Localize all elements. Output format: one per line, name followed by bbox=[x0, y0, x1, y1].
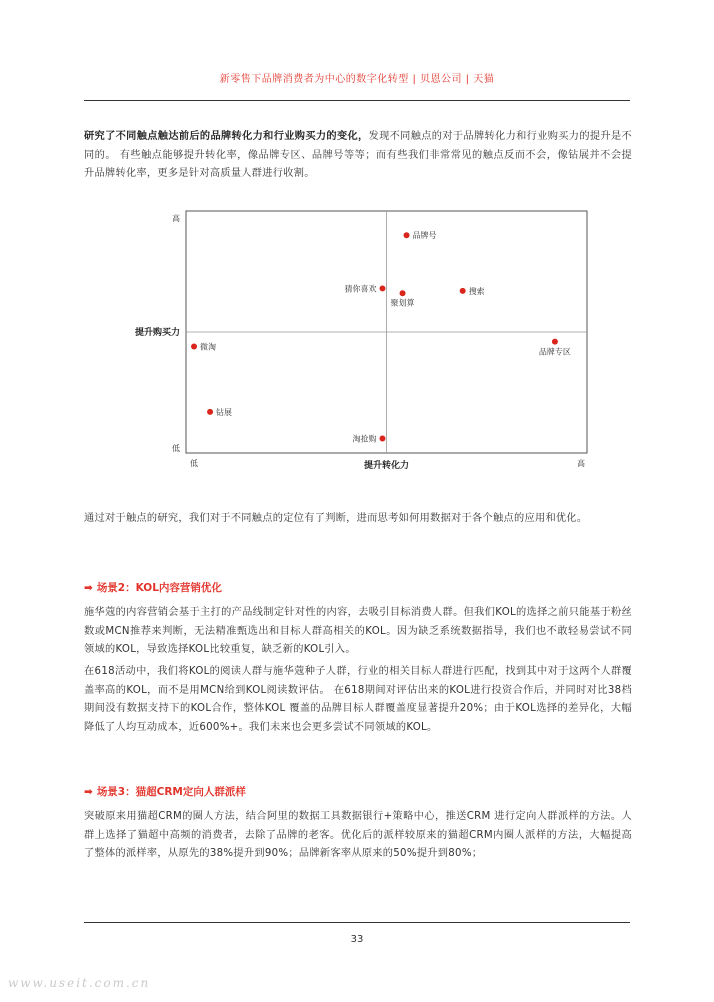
quadrant-chart bbox=[84, 200, 630, 480]
chart-points bbox=[191, 230, 571, 443]
right-arrow-icon: ➡ bbox=[84, 786, 93, 798]
chart-frame bbox=[186, 211, 587, 453]
scene3-paragraph-1: 突破原来用猫超CRM的圈人方法，结合阿里的数据工具数据银行+策略中心，推送CRM 进行定向人群派样的方法。人群上选择了猫超中高频的消费者，去除了品牌的老客。优化后的派样较原来的猫超CRM内圈人派样的方法，大幅提高了整体的派样率，从原先的38%提升到90%；品牌新客率从原来的50%提升到80%； bbox=[84, 811, 632, 859]
page-number: 33 bbox=[350, 934, 364, 945]
footer-rule bbox=[84, 922, 630, 923]
x-axis-high-label: 高 bbox=[577, 459, 585, 468]
paragraph-touchpoints: 通过对于触点的研究，我们对于不同触点的定位有了判断，进而思考如何用数据对于各个触点的应用和优化。 bbox=[84, 513, 588, 524]
x-axis-low-label: 低 bbox=[190, 459, 198, 468]
data-point-label: 搜索 bbox=[468, 286, 485, 296]
running-header: 新零售下品牌消费者为中心的数字化转型 | 贝恩公司 | 天猫 bbox=[219, 74, 495, 85]
scene2-paragraph-2: 在618活动中，我们将KOL的阅读人群与施华蔻种子人群，行业的相关目标人群进行匹配，找到其中对于这两个人群覆盖率高的KOL，而不是用MCN给到KOL阅读数评估。 在618期间对评估出来的KOL进行投资合作后，并同时对比38档期间没有数据支持下的KOL合作，整体KOL 覆盖的品牌目标人群覆盖度显著提升20%；由于KOL选择的差异化，大幅降低了人均互动成本，近600%+。我们未来也会更多尝试不同领域的KOL。 bbox=[84, 666, 632, 733]
data-point bbox=[400, 290, 406, 296]
data-point bbox=[207, 409, 213, 415]
y-axis-high-label: 高 bbox=[172, 214, 180, 223]
data-point-label: 聚划算 bbox=[390, 298, 415, 308]
data-point bbox=[404, 232, 410, 238]
data-point-label: 品牌号 bbox=[412, 231, 437, 241]
right-arrow-icon: ➡ bbox=[84, 582, 93, 594]
intro-bold-lead: 研究了不同触点触达前后的品牌转化力和行业购买力的变化， bbox=[84, 131, 369, 142]
data-point bbox=[460, 288, 466, 294]
scene3-heading-text: 场景3：猫超CRM定向人群派样 bbox=[96, 786, 246, 798]
data-point bbox=[379, 435, 385, 441]
x-axis-title: 提升转化力 bbox=[363, 461, 410, 471]
scene2-heading-text: 场景2：KOL内容营销优化 bbox=[96, 582, 222, 594]
data-point bbox=[379, 285, 385, 291]
scene2-paragraph-1: 施华蔻的内容营销会基于主打的产品线制定针对性的内容，去吸引目标消费人群。但我们KOL的选择之前只能基于粉丝数或MCN推荐来判断，无法精准甄选出和目标人群高相关的KOL。因为缺乏系统数据指导，我们也不敢轻易尝试不同领域的KOL，导致选择KOL比较重复，缺乏新的KOL引入。 bbox=[84, 607, 632, 655]
data-point bbox=[552, 339, 558, 345]
data-point-label: 钻展 bbox=[216, 407, 233, 417]
intro-paragraph bbox=[84, 128, 632, 184]
data-point-label: 品牌专区 bbox=[538, 347, 571, 357]
y-axis-low-label: 低 bbox=[172, 444, 180, 453]
header-rule bbox=[84, 100, 630, 101]
data-point-label: 微淘 bbox=[200, 342, 217, 352]
data-point-label: 淘抢购 bbox=[352, 434, 377, 444]
intro-text: 发现不同触点的对于品牌转化力和行业购买力的提升是不同的。 有些触点能够提升转化率，像品牌专区、品牌号等等；而有些我们非常常见的触点反而不会，像钻展并不会提升品牌转化率，更多是针对高质量人群进行收割。 bbox=[84, 131, 632, 179]
data-point-label: 猜你喜欢 bbox=[344, 284, 377, 294]
scene3-heading bbox=[84, 784, 246, 799]
data-point bbox=[191, 344, 197, 350]
scene2-heading bbox=[84, 580, 222, 595]
y-axis-title: 提升购买力 bbox=[134, 328, 180, 338]
watermark: www.useit.com.cn bbox=[8, 976, 151, 990]
